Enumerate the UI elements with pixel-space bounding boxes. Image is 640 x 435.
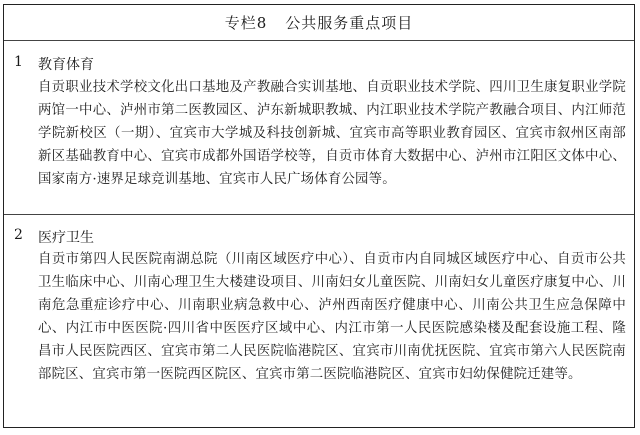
section-heading: 医疗卫生	[38, 230, 94, 246]
table-title-row	[4, 5, 634, 41]
project-table	[3, 4, 635, 428]
section-number: 1	[14, 54, 23, 70]
section-number: 2	[14, 227, 23, 243]
section-education-sports	[4, 41, 634, 215]
section-medical-health	[4, 215, 634, 427]
section-body: 自贡职业技术学校文化出口基地及产教融合实训基地、自贡职业技术学院、四川卫生康复职业学院两馆一中心、泸州市第二医教园区、泸东新城职教城、内江职业技术学院产教融合项目、内江师范学院新校区（一期）、宜宾市大学城及科技创新城、宜宾市高等职业教育园区、宜宾市叙州区南部新区基础教育中心、宜宾市成都外国语学校等，自贡市体育大数据中心、泸州市江阳区文体中心、国家南方·速界足球竞训基地、宜宾市人民广场体育公园等。	[38, 80, 626, 187]
section-heading: 教育体育	[38, 57, 94, 73]
table-title: 公共服务重点项目	[285, 14, 414, 32]
section-body: 自贡市第四人民医院南湖总院（川南区域医疗中心）、自贡市内自同城区域医疗中心、自贡市公共卫生临床中心、川南心理卫生大楼建设项目、川南妇女儿童医院、川南妇女儿童医疗康复中心、川南危急重症诊疗中心、川南职业病急救中心、泸州西南医疗健康中心、川南公共卫生应急保障中心、内江市中医医院·四川省中医医疗区域中心、内江市第一人民医院感染楼及配套设施工程、隆昌市人民医院西区、宜宾市第二人民医院临港院区、宜宾市川南优抚医院、宜宾市第六人民医院南部院区、宜宾市第一医院西区院区、宜宾市第二医院临港院区、宜宾市妇幼保健院迁建等。	[38, 252, 626, 382]
column-label: 专栏8	[224, 14, 268, 32]
